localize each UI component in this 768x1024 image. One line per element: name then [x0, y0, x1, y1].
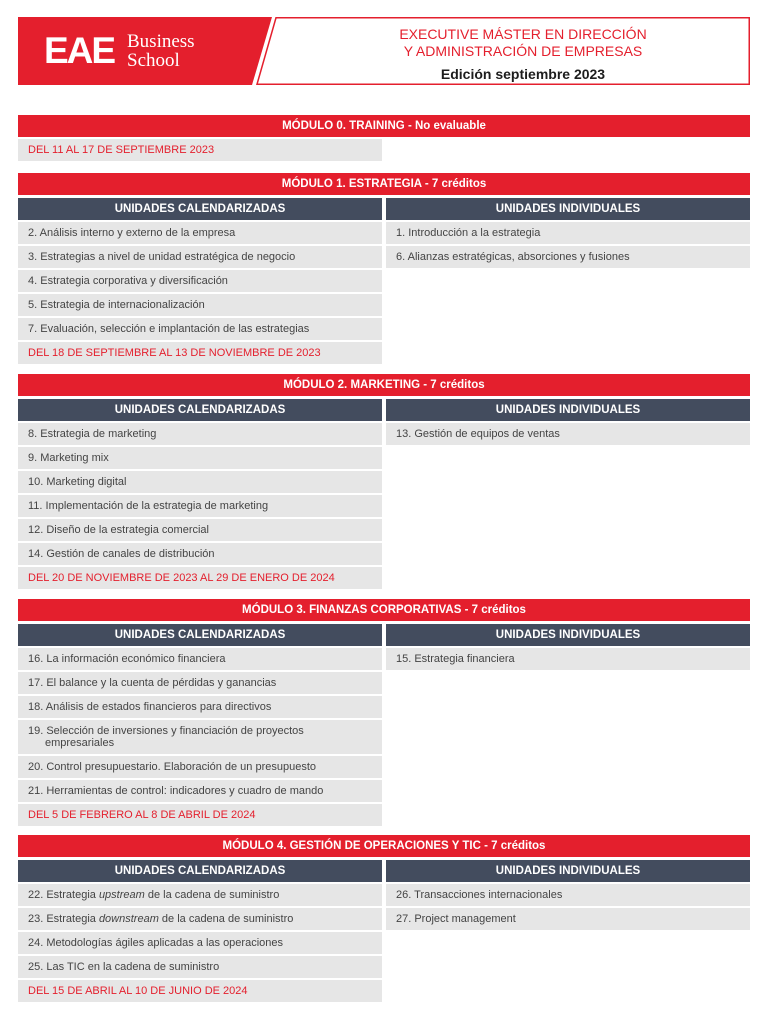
module-4-unit-row — [18, 908, 382, 930]
module-1-individual-header: UNIDADES INDIVIDUALES — [386, 198, 750, 220]
module-3-unit-row: 18. Análisis de estados financieros para directivos — [18, 696, 382, 718]
module-3-unit-line-1: 19. Selección de inversiones y financiación de proyectos — [28, 725, 304, 737]
module-1-date: DEL 18 DE SEPTIEMBRE AL 13 DE NOVIEMBRE DE 2023 — [18, 342, 382, 364]
module-1-unit-row: 3. Estrategias a nivel de unidad estratégica de negocio — [18, 246, 382, 268]
module-4-title: MÓDULO 4. GESTIÓN DE OPERACIONES Y TIC - 7 créditos — [18, 835, 750, 857]
module-3-unit-row: 17. El balance y la cuenta de pérdidas y ganancias — [18, 672, 382, 694]
module-3-date: DEL 5 DE FEBRERO AL 8 DE ABRIL DE 2024 — [18, 804, 382, 826]
module-3-unit-row: 21. Herramientas de control: indicadores y cuadro de mando — [18, 780, 382, 802]
module-4-calendarized-header: UNIDADES CALENDARIZADAS — [18, 860, 382, 882]
module-3-title: MÓDULO 3. FINANZAS CORPORATIVAS - 7 créditos — [18, 599, 750, 621]
logo-brand: EAE — [44, 30, 115, 71]
module-1-individual-row: 6. Alianzas estratégicas, absorciones y fusiones — [386, 246, 750, 268]
program-title-box — [256, 17, 750, 85]
module-1-unit-row: 5. Estrategia de internacionalización — [18, 294, 382, 316]
module-1-title: MÓDULO 1. ESTRATEGIA - 7 créditos — [18, 173, 750, 195]
module-0-title: MÓDULO 0. TRAINING - No evaluable — [18, 115, 750, 137]
module-4-individual-row: 26. Transacciones internacionales — [386, 884, 750, 906]
logo-line-business: Business — [127, 31, 195, 52]
module-2-individual-row: 13. Gestión de equipos de ventas — [386, 423, 750, 445]
module-1-unit-row: 2. Análisis interno y externo de la empresa — [18, 222, 382, 244]
module-3-individual-row: 15. Estrategia financiera — [386, 648, 750, 670]
unit-text-post: de la cadena de suministro — [158, 913, 294, 925]
module-4-unit-text — [28, 889, 279, 901]
module-4-unit-row: 24. Metodologías ágiles aplicadas a las operaciones — [18, 932, 382, 954]
module-3-individual-header: UNIDADES INDIVIDUALES — [386, 624, 750, 646]
logo-line-school: School — [127, 50, 180, 71]
module-4-unit-text — [28, 913, 293, 925]
module-3-unit-row-multiline — [18, 720, 382, 754]
module-2-date: DEL 20 DE NOVIEMBRE DE 2023 AL 29 DE ENERO DE 2024 — [18, 567, 382, 589]
module-3-unit-row: 16. La información económico financiera — [18, 648, 382, 670]
logo-wordmark — [127, 32, 195, 70]
module-3-calendarized-header: UNIDADES CALENDARIZADAS — [18, 624, 382, 646]
edition-label: Edición septiembre 2023 — [440, 66, 606, 82]
module-1-unit-row: 7. Evaluación, selección e implantación de las estrategias — [18, 318, 382, 340]
module-3-unit-row: 20. Control presupuestario. Elaboración de un presupuesto — [18, 756, 382, 778]
module-1-calendarized-header: UNIDADES CALENDARIZADAS — [18, 198, 382, 220]
program-title — [296, 26, 750, 82]
module-4-individual-row: 27. Project management — [386, 908, 750, 930]
unit-text-pre: 23. Estrategia — [28, 913, 99, 925]
module-1-unit-row: 4. Estrategia corporativa y diversificación — [18, 270, 382, 292]
module-4-date: DEL 15 DE ABRIL AL 10 DE JUNIO DE 2024 — [18, 980, 382, 1002]
module-4-individual-header: UNIDADES INDIVIDUALES — [386, 860, 750, 882]
module-2-calendarized-header: UNIDADES CALENDARIZADAS — [18, 399, 382, 421]
unit-text-pre: 22. Estrategia — [28, 889, 99, 901]
module-2-individual-header: UNIDADES INDIVIDUALES — [386, 399, 750, 421]
unit-text-emphasis: upstream — [98, 889, 145, 901]
program-title-line-1: EXECUTIVE MÁSTER EN DIRECCIÓN — [399, 26, 647, 42]
module-2-unit-row: 10. Marketing digital — [18, 471, 382, 493]
unit-text-emphasis: downstream — [98, 913, 159, 925]
module-2-unit-row: 12. Diseño de la estrategia comercial — [18, 519, 382, 541]
module-3-unit-line-2: empresariales — [45, 737, 115, 749]
module-2-unit-row: 9. Marketing mix — [18, 447, 382, 469]
program-title-line-2: Y ADMINISTRACIÓN DE EMPRESAS — [403, 43, 643, 59]
document-header — [0, 0, 768, 100]
module-1-individual-row: 1. Introducción a la estrategia — [386, 222, 750, 244]
eae-logo — [18, 17, 272, 85]
module-2-title: MÓDULO 2. MARKETING - 7 créditos — [18, 374, 750, 396]
module-2-unit-row: 8. Estrategia de marketing — [18, 423, 382, 445]
module-4-unit-row: 25. Las TIC en la cadena de suministro — [18, 956, 382, 978]
module-0-date: DEL 11 AL 17 DE SEPTIEMBRE 2023 — [18, 139, 382, 161]
unit-text-post: de la cadena de suministro — [144, 889, 280, 901]
module-2-unit-row: 11. Implementación de la estrategia de marketing — [18, 495, 382, 517]
module-2-unit-row: 14. Gestión de canales de distribución — [18, 543, 382, 565]
module-3-unit-text — [28, 725, 304, 749]
module-4-unit-row — [18, 884, 382, 906]
